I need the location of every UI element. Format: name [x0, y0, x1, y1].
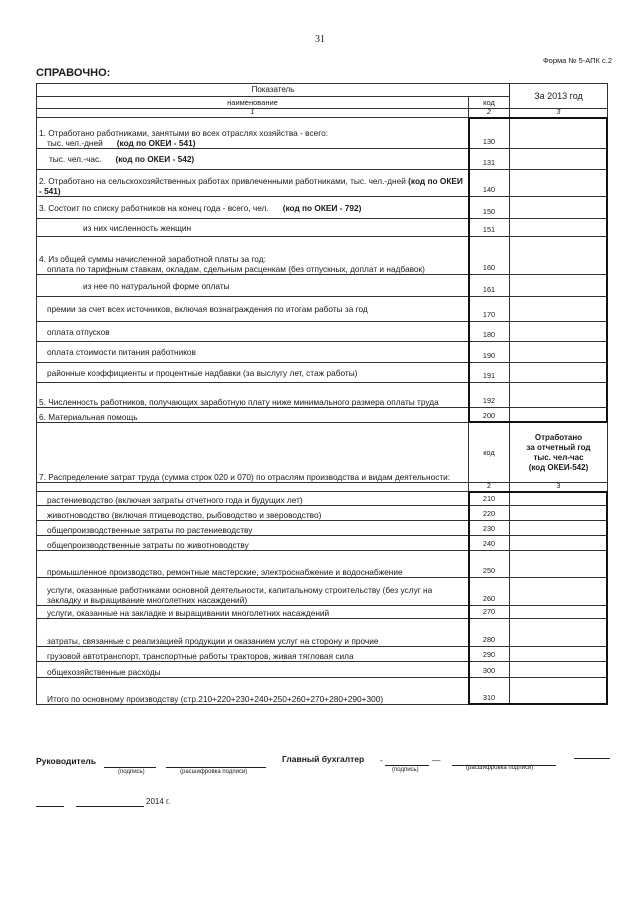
section-7-row-value[interactable] — [510, 521, 608, 536]
row-180-label: оплата отпусков — [37, 322, 469, 342]
section-7-row-value[interactable] — [510, 492, 608, 506]
section-7-row-value[interactable] — [510, 647, 608, 662]
row-191-label: районные коэффициенты и процентные надбавки (за выслугу лет, стаж работы) — [37, 363, 469, 383]
section-7-row-value[interactable] — [510, 536, 608, 551]
section-7-row-270 — [37, 606, 608, 619]
accountant-sign-hint: (подпись) — [392, 767, 419, 773]
header-name: наименование — [37, 97, 469, 109]
section-7-row-code: 300 — [469, 662, 510, 678]
header-row-numbers — [37, 109, 608, 118]
section-7-row-value[interactable] — [510, 606, 608, 619]
section-7-row-310 — [37, 678, 608, 705]
section-7-row-250 — [37, 551, 608, 578]
row-130-text: тыс. чел.-дней — [47, 138, 103, 148]
row-140-okei: (код по ОКЕИ - 541) — [39, 176, 463, 196]
section-7-row-210 — [37, 492, 608, 506]
section-7-row-label: услуги, оказанные на закладке и выращивании многолетних насаждений — [37, 606, 469, 619]
worked-header-line-4: (код ОКЕИ-542) — [528, 462, 589, 472]
table-row-180 — [37, 322, 608, 342]
row-170-label: премии за счет всех источников, включая вознаграждения по итогам работы за год — [37, 297, 469, 322]
row-151-code: 151 — [469, 219, 510, 237]
col-number-2: 2 — [469, 109, 510, 118]
row-200-code: 200 — [469, 408, 510, 423]
row-150-okei: (код по ОКЕИ - 792) — [282, 202, 362, 213]
section-7-row-value[interactable] — [510, 619, 608, 647]
section-7-row-280 — [37, 619, 608, 647]
section-7-row-code: 240 — [469, 536, 510, 551]
accountant-label: Главный бухгалтер — [282, 754, 365, 764]
accountant-dash: - — [380, 755, 383, 765]
section-7-col-2: 2 — [469, 483, 510, 492]
section-7-row-label: промышленное производство, ремонтные мастерские, электроснабжение и водоснабжение — [37, 551, 469, 578]
reference-table — [36, 83, 608, 705]
head-sign-hint: (подпись) — [118, 769, 145, 775]
section-7-worked-header — [510, 423, 608, 483]
accountant-dash-2: — — [432, 755, 441, 765]
section-7-row-code: 260 — [469, 578, 510, 606]
row-140-value[interactable] — [510, 170, 608, 197]
row-170-code: 170 — [469, 297, 510, 322]
worked-header-line-1: Отработано — [534, 432, 583, 442]
row-161-label: из нее по натуральной форме оплаты — [37, 275, 469, 297]
row-200-value[interactable] — [510, 408, 608, 423]
row-180-code: 180 — [469, 322, 510, 342]
row-130-code: 130 — [469, 118, 510, 149]
section-7-col-3: 3 — [510, 483, 608, 492]
section-7-row-label: общепроизводственные затраты по растениеводству — [37, 521, 469, 536]
row-131-value[interactable] — [510, 149, 608, 170]
section-7-row-value[interactable] — [510, 578, 608, 606]
head-decode-line — [166, 767, 266, 768]
section-4-title: 4. Из общей суммы начисленной заработной платы за год: — [39, 254, 266, 264]
row-192-code: 192 — [469, 383, 510, 408]
table-row-140 — [37, 170, 608, 197]
date-month-line — [76, 806, 144, 807]
accountant-extra-line — [574, 758, 610, 759]
row-130-label — [37, 118, 469, 149]
table-row-160 — [37, 237, 608, 275]
row-140-label — [37, 170, 469, 197]
row-161-value[interactable] — [510, 275, 608, 297]
row-151-value[interactable] — [510, 219, 608, 237]
row-190-code: 190 — [469, 342, 510, 363]
col-number-3: 3 — [510, 109, 608, 118]
row-160-text: оплата по тарифным ставкам, окладам, сдельным расценкам (без отпускных, доплат и надбавок) — [47, 264, 425, 274]
accountant-sign-line — [385, 765, 429, 766]
row-160-label — [37, 237, 469, 275]
section-7-row-value[interactable] — [510, 662, 608, 678]
header-row-indicator — [37, 84, 608, 97]
section-7-row-label: Итого по основному производству (стр.210+220+230+240+250+260+270+280+290+300) — [37, 678, 469, 705]
section-7-row-label: общехозяйственные расходы — [37, 662, 469, 678]
section-7-row-label: растениеводство (включая затраты отчетного года и будущих лет) — [37, 492, 469, 506]
date-day-line — [36, 806, 64, 807]
table-row-170 — [37, 297, 608, 322]
row-170-value[interactable] — [510, 297, 608, 322]
head-decode-hint: (расшифровка подписи) — [180, 769, 248, 775]
header-year: За 2013 год — [510, 84, 608, 109]
section-7-code-header: код — [469, 423, 510, 483]
row-190-value[interactable] — [510, 342, 608, 363]
section-7-row-code: 210 — [469, 492, 510, 506]
page-number: 31 — [315, 34, 325, 45]
table-row-190 — [37, 342, 608, 363]
table-row-151 — [37, 219, 608, 237]
row-131-code: 131 — [469, 149, 510, 170]
section-7-number-row — [37, 483, 608, 492]
row-200-label: 6. Материальная помощь — [37, 408, 469, 423]
section-7-row-value[interactable] — [510, 551, 608, 578]
row-140-code: 140 — [469, 170, 510, 197]
table-row-161 — [37, 275, 608, 297]
section-7-row-value[interactable] — [510, 678, 608, 705]
row-190-label: оплата стоимости питания работников — [37, 342, 469, 363]
row-150-code: 150 — [469, 197, 510, 219]
table-row-150 — [37, 197, 608, 219]
row-192-value[interactable] — [510, 383, 608, 408]
section-7-row-label: затраты, связанные с реализацией продукции и оказанием услуг на сторону и прочие — [37, 619, 469, 647]
row-151-label: из них численность женщин — [37, 219, 469, 237]
row-191-value[interactable] — [510, 363, 608, 383]
row-191-code: 191 — [469, 363, 510, 383]
row-150-text: 3. Состоит по списку работников на конец года - всего, чел. — [39, 202, 269, 213]
section-7-title: 7. Распределение затрат труда (сумма строк 020 и 070) по отраслям производства и видам деятельности: — [37, 423, 469, 483]
row-130-okei: (код по ОКЕИ - 541) — [116, 138, 196, 148]
section-7-header-row — [37, 423, 608, 483]
section-7-row-230 — [37, 521, 608, 536]
table-row-130 — [37, 118, 608, 149]
row-140-text: 2. Отработано на сельскохозяйственных работах привлеченными работниками, тыс. чел.-дней — [39, 176, 406, 186]
head-sign-line — [104, 767, 156, 768]
table-row-131 — [37, 149, 608, 170]
section-7-row-code: 230 — [469, 521, 510, 536]
section-7-row-label: животноводство (включая птицеводство, рыбоводство и звероводство) — [37, 506, 469, 521]
section-7-row-260 — [37, 578, 608, 606]
section-7-row-code: 220 — [469, 506, 510, 521]
section-1-title: 1. Отработано работниками, занятыми во всех отраслях хозяйства - всего: — [39, 128, 328, 138]
row-160-code: 160 — [469, 237, 510, 275]
form-code: Форма № 5-АПК с.2 — [542, 56, 612, 65]
section-7-row-300 — [37, 662, 608, 678]
worked-header-line-2: за отчетный год — [526, 442, 591, 452]
section-7-row-code: 270 — [469, 606, 510, 619]
row-130-value[interactable] — [510, 118, 608, 149]
col-number-1: 1 — [37, 109, 469, 118]
accountant-decode-hint: (расшифровка подписи) — [466, 765, 534, 771]
table-row-191 — [37, 363, 608, 383]
section-7-row-240 — [37, 536, 608, 551]
section-7-row-value[interactable] — [510, 506, 608, 521]
table-row-200 — [37, 408, 608, 423]
section-7-row-code: 290 — [469, 647, 510, 662]
section-7-body — [37, 492, 608, 705]
section-7-row-code: 250 — [469, 551, 510, 578]
row-131-text: тыс. чел.-час. — [49, 154, 102, 164]
head-label: Руководитель — [36, 756, 97, 766]
date-year: 2014 г. — [146, 797, 171, 806]
section-7-row-label: грузовой автотранспорт, транспортные работы тракторов, живая тягловая сила — [37, 647, 469, 662]
row-131-okei: (код по ОКЕИ - 542) — [115, 154, 195, 164]
section-7-row-code: 280 — [469, 619, 510, 647]
section-7-row-290 — [37, 647, 608, 662]
section-7-row-code: 310 — [469, 678, 510, 705]
row-150-label — [37, 197, 469, 219]
row-150-value[interactable] — [510, 197, 608, 219]
section-7-row-label: общепроизводственные затраты по животноводству — [37, 536, 469, 551]
row-160-value[interactable] — [510, 237, 608, 275]
section-7-row-220 — [37, 506, 608, 521]
row-131-label — [37, 149, 469, 170]
page-heading: СПРАВОЧНО: — [36, 67, 111, 79]
header-indicator: Показатель — [37, 84, 510, 97]
section-7-col-1 — [37, 483, 469, 492]
row-180-value[interactable] — [510, 322, 608, 342]
worked-header-line-3: тыс. чел-час — [533, 452, 584, 462]
header-code: код — [469, 97, 510, 109]
section-7-row-label: услуги, оказанные работниками основной деятельности, капитальному строительству (без услуг на закладку и выращивание многолетних насаждений) — [37, 578, 469, 606]
table-row-192 — [37, 383, 608, 408]
row-161-code: 161 — [469, 275, 510, 297]
row-192-label: 5. Численность работников, получающих заработную плату ниже минимального размера оплаты труда — [37, 383, 469, 408]
